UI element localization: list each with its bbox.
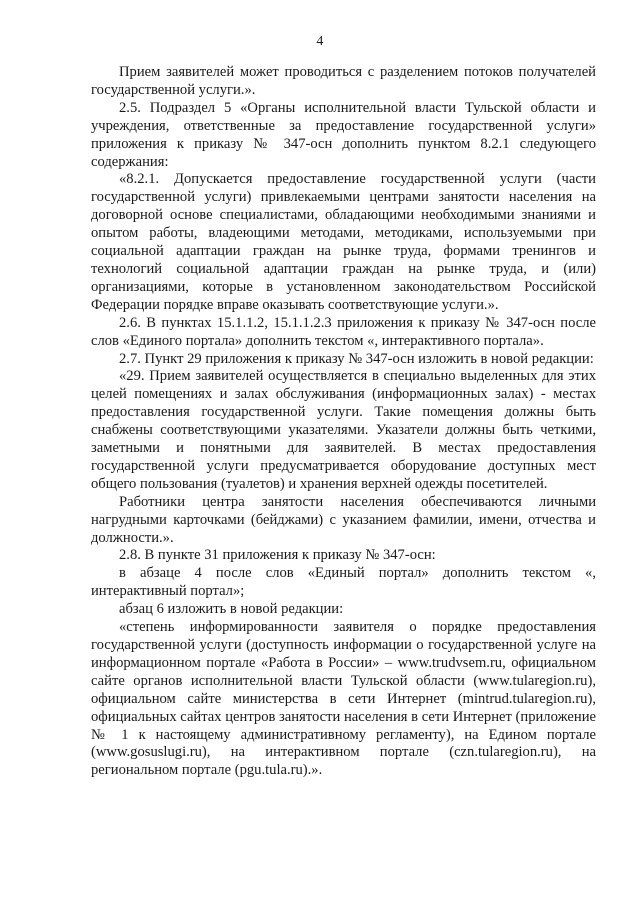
paragraph-abzac-6: абзац 6 изложить в новой редакции:	[119, 601, 344, 618]
paragraph-2-5: 2.5. Подраздел 5 «Органы исполнительной власти Тульской области и учреждения, ответственные за предоставление государственной услуги» приложения к приказу № 347-осн дополнить пунктом 8.2.1 следующего содержания:	[91, 99, 596, 170]
document-body	[91, 64, 596, 780]
page-number: 4	[316, 34, 324, 49]
paragraph-reception-flows: Прием заявителей может проводиться с разделением потоков получателей государственной услуги.».	[91, 64, 596, 98]
paragraph-2-7: 2.7. Пункт 29 приложения к приказу № 347-осн изложить в новой редакции:	[119, 350, 594, 367]
paragraph-2-8: 2.8. В пункте 31 приложения к приказу № 347-осн:	[119, 547, 436, 564]
paragraph-badges: Работники центра занятости населения обеспечиваются личными нагрудными карточками (бейджами) с указанием фамилии, имени, отчества и должности.».	[91, 493, 596, 546]
paragraph-abzac-4: в абзаце 4 после слов «Единый портал» дополнить текстом «, интерактивный портал»;	[91, 565, 596, 600]
paragraph-29: «29. Прием заявителей осуществляется в специально выделенных для этих целей помещениях и залах обслуживания (информационных залах) - местах предоставления государственной услуги. Такие помещения должны быть снабжены соответствующими указателями. Указатели должны быть четкими, заметными и понятными для заявителей. В местах предоставления государственной услуги предусматривается оборудование доступных мест общего пользования (туалетов) и хранения верхней одежды посетителей.	[91, 368, 596, 492]
paragraph-2-6: 2.6. В пунктах 15.1.1.2, 15.1.1.2.3 приложения к приказу № 347-осн после слов «Единого портала» дополнить текстом «, интерактивного портала».	[91, 314, 596, 349]
paragraph-informedness: «степень информированности заявителя о порядке предоставления государственной услуги (доступность информации о государственной услуге на информационном портале «Работа в России» – www.trudvsem.ru, официальном сайте органов исполнительной власти Тульской области (www.tularegion.ru), официальном сайте министерства в сети Интернет (mintrud.tularegion.ru), официальных сайтах центров занятости населения в сети Интернет (приложение № 1 к настоящему административному регламенту), на Едином портале (www.gosuslugi.ru), на интерактивном портале (czn.tularegion.ru), на региональном портале (pgu.tula.ru).».	[91, 619, 596, 779]
paragraph-8-2-1: «8.2.1. Допускается предоставление государственной услуги (части государственной услуги) привлекаемыми центрами занятости населения на договорной основе специалистами, обладающими необходимыми знаниями и опытом работы, владеющими методами, методиками, используемыми при социальной адаптации граждан на рынке труда, формами тренингов и технологий социальной адаптации граждан на рынке труда, и (или) организациями, которые в установленном законодательством Российской Федерации порядке вправе оказывать соответствующие услуги.».	[91, 171, 596, 313]
